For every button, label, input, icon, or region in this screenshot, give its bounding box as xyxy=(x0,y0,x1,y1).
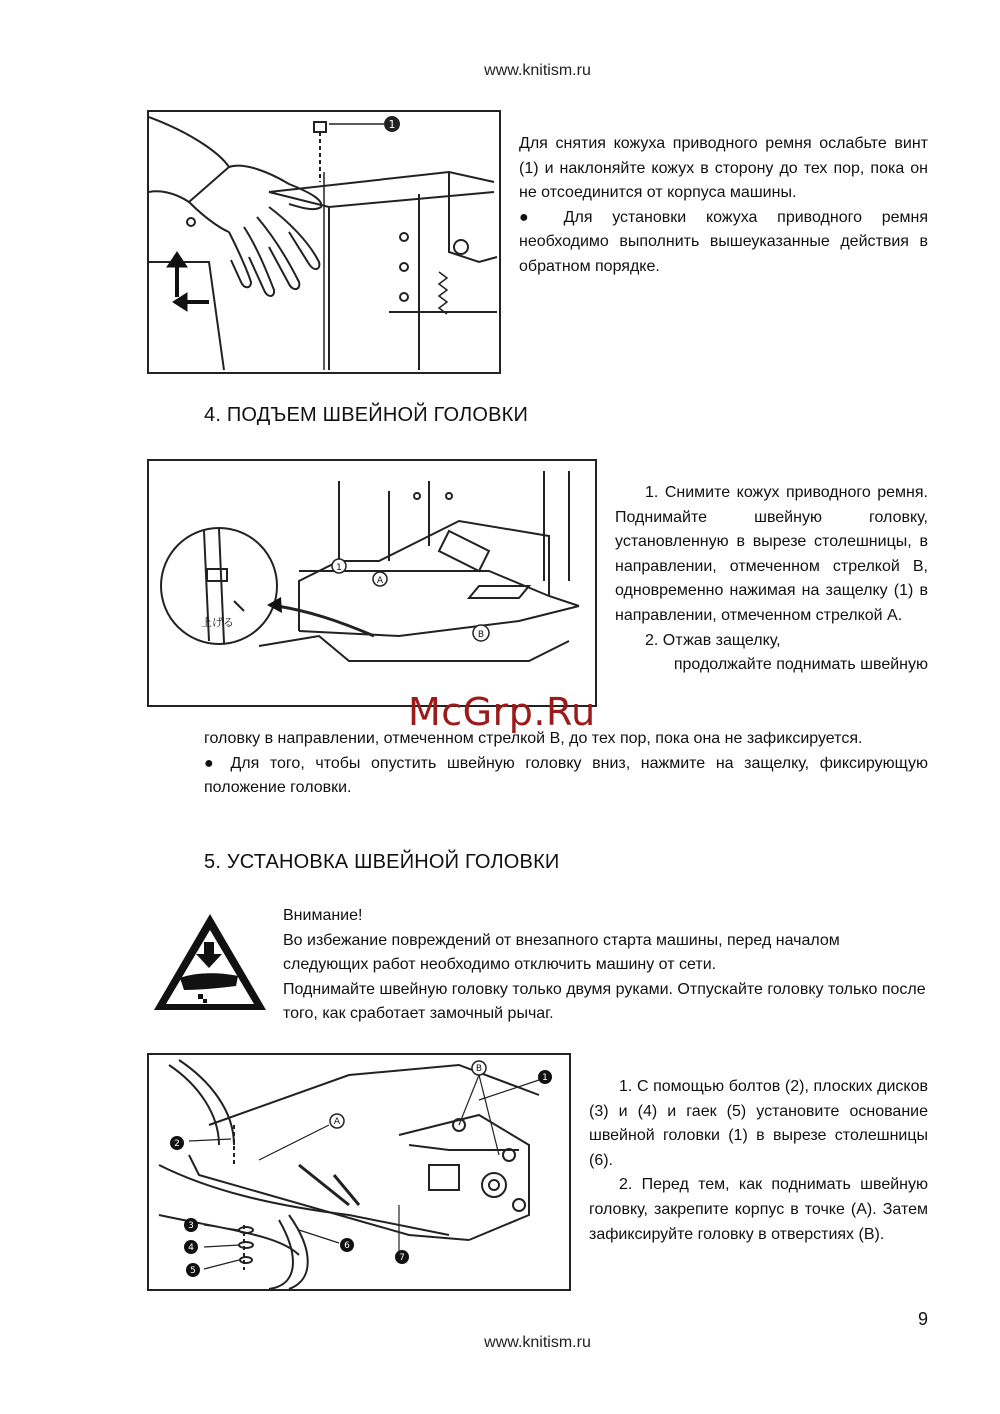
warning-text-1: Во избежание повреждений от внезапного старта машины, перед началом следующих работ необходимо отключить машину от сети. xyxy=(283,931,840,974)
section-4-step-1-text: 1. Снимите кожух приводного ремня. Поднимайте швейную головку, установленную в вырезе столешницы, в направлении, отмеченном стрелкой В, одновременно нажимая на защелку (1) в направлении, отмеченном стрелкой А. xyxy=(615,484,928,624)
page-number: 9 xyxy=(917,1309,928,1329)
section-4-step-2-part1: 2. Отжав защелку, xyxy=(645,631,781,649)
svg-text:1: 1 xyxy=(542,1073,548,1083)
section-5-steps xyxy=(589,1075,928,1247)
figure-install-head xyxy=(147,1053,571,1291)
figure-japanese-label: 上げる xyxy=(201,616,234,629)
svg-text:5: 5 xyxy=(190,1266,196,1276)
svg-text:2: 2 xyxy=(174,1139,180,1149)
svg-text:1: 1 xyxy=(388,118,396,131)
watermark: McGrp.Ru xyxy=(408,690,596,734)
header-site-url: www.knitism.ru xyxy=(484,62,591,79)
section-5-step-2: 2. Перед тем, как поднимать швейную головку, закрепите корпус в точке (А). Затем зафиксируйте головку в отверстиях (В). xyxy=(589,1176,928,1243)
section-4-title: 4. ПОДЪЕМ ШВЕЙНОЙ ГОЛОВКИ xyxy=(204,404,529,426)
section-4-step-2-start xyxy=(615,629,928,654)
svg-text:6: 6 xyxy=(344,1241,350,1251)
svg-text:4: 4 xyxy=(188,1243,194,1253)
warning-block xyxy=(283,904,928,1027)
section-4-step-2-continuation: продолжайте поднимать швейную xyxy=(673,656,928,674)
svg-text:7: 7 xyxy=(399,1253,405,1263)
belt-cover-paragraph-1: Для снятия кожуха приводного ремня ослабьте винт (1) и наклоняйте кожух в сторону до тех пор, пока он не отсоединится от корпуса машины. xyxy=(519,135,928,202)
section-4-note: ● Для того, чтобы опустить швейную головку вниз, нажмите на защелку, фиксирующую положение головки. xyxy=(204,754,928,797)
footer-site-url: www.knitism.ru xyxy=(484,1334,591,1351)
svg-text:1: 1 xyxy=(336,563,342,573)
belt-cover-illustration xyxy=(149,112,499,372)
svg-text:B: B xyxy=(477,630,485,640)
figure-belt-cover xyxy=(147,110,501,374)
section-4-step-2-end: головку в направлении, отмеченном стрелкой В, до тех пор, пока она не зафиксируется. xyxy=(204,730,863,747)
svg-text:A: A xyxy=(376,576,384,586)
svg-text:3: 3 xyxy=(188,1221,194,1231)
section-4-step-1 xyxy=(615,481,928,678)
section-4-full-width-text xyxy=(204,727,928,801)
belt-cover-text xyxy=(519,132,928,280)
svg-text:B: B xyxy=(475,1064,483,1074)
figure-lift-head xyxy=(147,459,597,707)
section-5-title: 5. УСТАНОВКА ШВЕЙНОЙ ГОЛОВКИ xyxy=(204,851,560,873)
warning-hand-crush-icon xyxy=(150,910,270,1015)
svg-text:A: A xyxy=(333,1117,341,1127)
section-5-step-1: 1. С помощью болтов (2), плоских дисков (3) и (4) и гаек (5) установите основание швейной головки (1) в вырезе столешницы (6). xyxy=(589,1078,928,1169)
warning-title: Внимание! xyxy=(283,907,363,924)
lift-head-illustration xyxy=(149,461,595,705)
install-head-illustration xyxy=(149,1055,569,1289)
belt-cover-paragraph-2: ● Для установки кожуха приводного ремня необходимо выполнить вышеуказанные действия в обратном порядке. xyxy=(519,208,928,275)
warning-text-2: Поднимайте швейную головку только двумя руками. Отпускайте головку только после того, как сработает замочный рычаг. xyxy=(283,980,926,1023)
